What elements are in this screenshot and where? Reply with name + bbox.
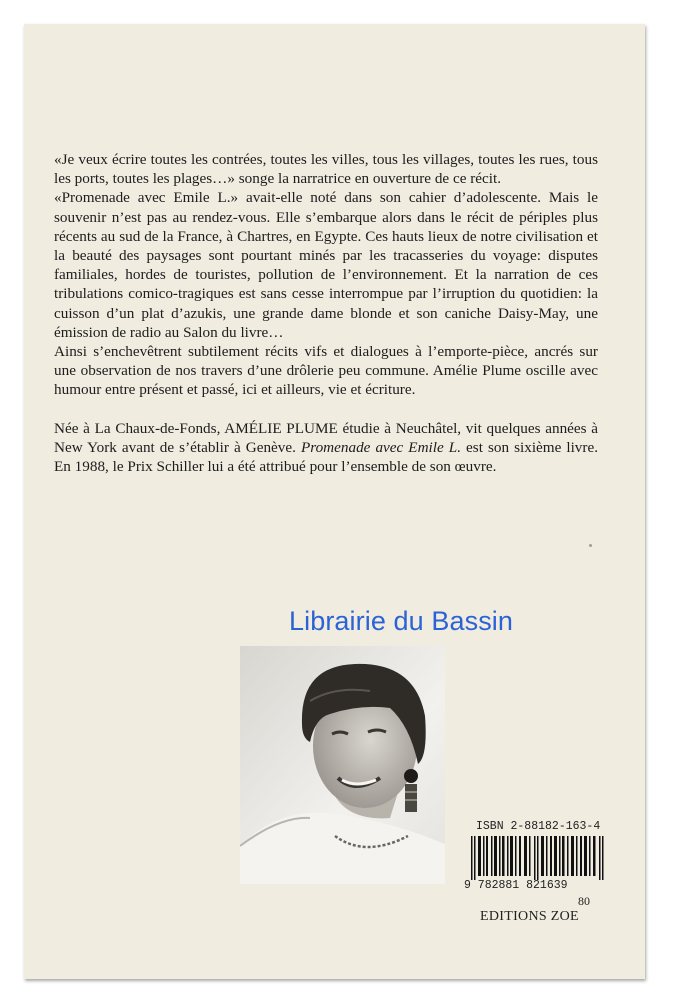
publisher-name: EDITIONS ZOE (480, 909, 579, 924)
blurb-text (54, 150, 598, 476)
barcode-digits: 9 782881 821639 (464, 879, 568, 892)
author-portrait-image (240, 646, 445, 884)
author-photo (240, 646, 445, 884)
bookshop-watermark: Librairie du Bassin (289, 606, 514, 636)
price-code: 80 (578, 894, 590, 908)
bio-book-title: Promenade avec Emile L. (300, 438, 462, 456)
barcode (469, 836, 609, 880)
paper-speck (589, 544, 592, 547)
barcode-icon (469, 836, 609, 880)
blurb-paragraph-2: «Promenade avec Emile L.» avait-elle noté dans son cahier d’adolescente. Mais le souvenir n’est pas au rendez-vous. Elle s’embarque alors dans le récit de périples plus récents au sud de la France, à Chartres, en Egypte. Ces hauts lieux de notre civilisation et la beauté des paysages sont pourtant minés par les tracasseries du voyage: disputes familiales, hordes de touristes, pollution de l’environnement. Et la narration de ces tribulations comico-tragiques est sans cesse interrompue par l’irruption du quotidien: la cuisson d’un plat d’azukis, une grande dame blonde et son caniche Daisy-May, une émission de radio au Salon du livre… (54, 189, 598, 341)
bio-part-1: Née à La Chaux-de-Fonds, AMÉLIE PLUME étudie à Neuchâtel, vit quelques années à New York avant de s’établir à Genève. (54, 419, 598, 456)
isbn-number: ISBN 2-88182-163-4 (476, 820, 601, 833)
author-bio (54, 419, 598, 477)
blurb-paragraph-3: Ainsi s’enchevêtrent subtilement récits vifs et dialogues à l’emporte-pièce, ancrés sur une observation de nos travers d’une drôlerie peu commune. Amélie Plume oscille avec humour entre présent et passé, ici et ailleurs, vie et écriture. (54, 343, 598, 399)
bio-part-2: est son sixième livre. En 1988, le Prix Schiller lui a été attribué pour l’ensemble de son œuvre. (54, 438, 598, 476)
blurb-paragraph-1: «Je veux écrire toutes les contrées, toutes les villes, tous les villages, toutes les rues, tous les ports, toutes les plages…» songe la narratrice en ouverture de ce récit. (54, 151, 598, 188)
